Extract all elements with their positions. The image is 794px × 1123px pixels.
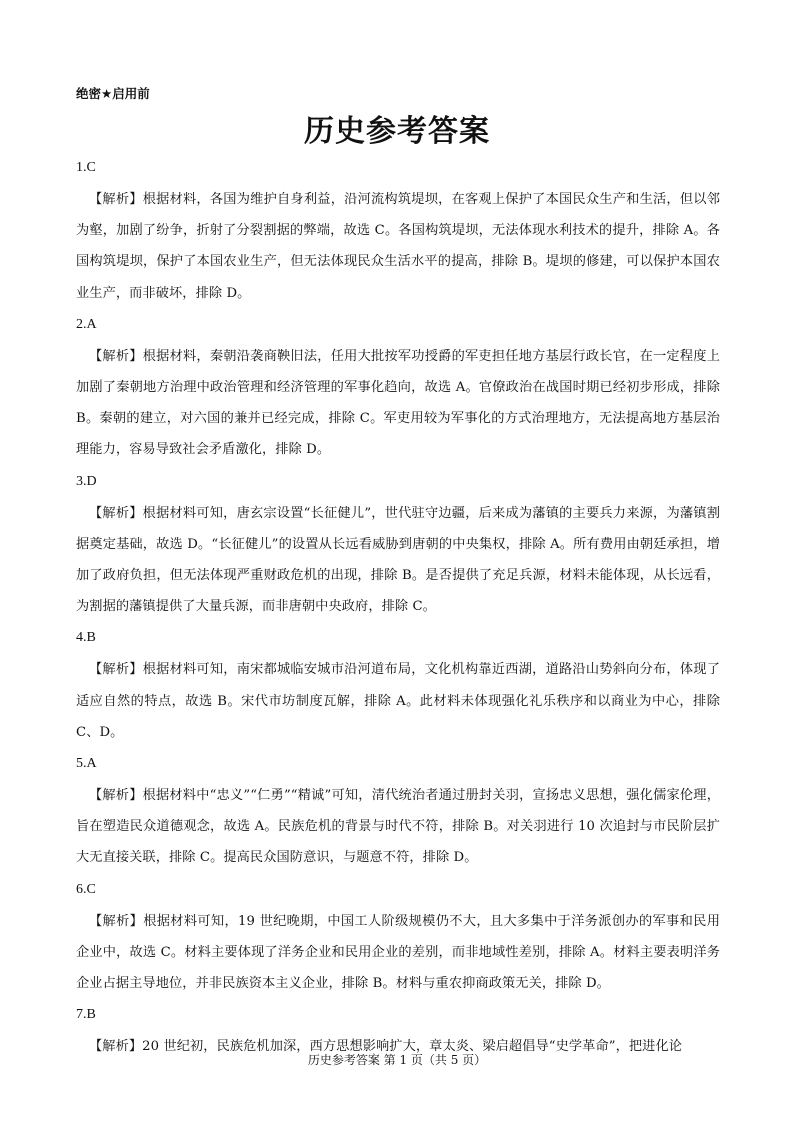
answer-analysis: 【解析】根据材料可知，唐玄宗设置“长征健儿”，世代驻守边疆，后来成为藩镇的主要兵力来源，为藩镇割据奠定基础，故选 D。“长征健儿”的设置从长远看威胁到唐朝的中央集权，排除 A。所有费用由朝廷承担，增加了政府负担，但无法体现严重财政危机的出现，排除 B。是否提供了充足兵源，材料未能体现，从长远看，为割据的藩镇提供了大量兵源，而非唐朝中央政府，排除 C。	[76, 505, 720, 615]
question-number: 3.D	[76, 473, 97, 489]
question-number: 6.C	[76, 881, 96, 897]
answer-analysis: 【解析】20 世纪初，民族危机加深，西方思想影响扩大，章太炎、梁启超倡导“史学革命”，把进化论	[89, 1039, 683, 1055]
answer-analysis: 【解析】根据材料，各国为维护自身利益，沿河流构筑堤坝，在客观上保护了本国民众生产和生活，但以邻为壑，加剧了纷争，折射了分裂割据的弊端，故选 C。各国构筑堤坝，无法体现水利技术的提升，排除 A。各国构筑堤坝，保护了本国农业生产，但无法体现民众生活水平的提高，排除 B。堤坝的修建，可以保护本国农业生产，而非破坏，排除 D。	[76, 192, 720, 301]
question-number: 7.B	[76, 1007, 96, 1023]
answer-item-5	[76, 751, 720, 874]
answer-item-6	[76, 877, 720, 1000]
answer-analysis: 【解析】根据材料，秦朝沿袭商鞅旧法，任用大批按军功授爵的军吏担任地方基层行政长官，在一定程度上加剧了秦朝地方治理中政治管理和经济管理的军事化趋向，故选 A。官僚政治在战国时期已经初步形成，排除 B。秦朝的建立，对六国的兼并已经完成，排除 C。军吏用较为军事化的方式治理地方，无法提高地方基层治理能力，容易导致社会矛盾激化，排除 D。	[76, 348, 720, 458]
page-title: 历史参考答案	[304, 114, 490, 149]
answer-item-3	[76, 469, 720, 623]
answer-analysis: 【解析】根据材料可知，南宋都城临安城市沿河道布局，文化机构靠近西湖，道路沿山势斜向分布，体现了适应自然的特点，故选 B。宋代市坊制度瓦解，排除 A。此材料未体现强化礼乐秩序和以商业为中心，排除 C、D。	[76, 662, 720, 740]
question-number: 2.A	[76, 316, 97, 332]
answer-list	[76, 152, 720, 1062]
question-number: 1.C	[76, 160, 96, 175]
answer-item-2	[76, 312, 720, 466]
answer-item-1	[76, 155, 720, 309]
question-number: 4.B	[76, 630, 96, 646]
page-footer: 历史参考答案 第 1 页（共 5 页）	[307, 1053, 487, 1067]
question-number: 5.A	[76, 756, 97, 772]
answer-item-4	[76, 625, 720, 748]
confidential-label: 绝密★启用前	[76, 86, 150, 101]
answer-analysis: 【解析】根据材料可知，19 世纪晚期，中国工人阶级规模仍不大，且大多集中于洋务派创办的军事和民用企业中，故选 C。材料主要体现了洋务企业和民用企业的差别，而非地域性差别，排除 A。材料主要表明洋务企业占据主导地位，并非民族资本主义企业，排除 B。材料与重农抑商政策无关，排除 D。	[76, 913, 720, 992]
answer-analysis: 【解析】根据材料中“忠义”“仁勇”“精诚”可知，清代统治者通过册封关羽，宣扬忠义思想，强化儒家伦理，旨在塑造民众道德观念，故选 A。民族危机的背景与时代不符，排除 B。对关羽进行 10 次追封与市民阶层扩大无直接关联，排除 C。提高民众国防意识，与题意不符，排除 D。	[76, 788, 720, 866]
